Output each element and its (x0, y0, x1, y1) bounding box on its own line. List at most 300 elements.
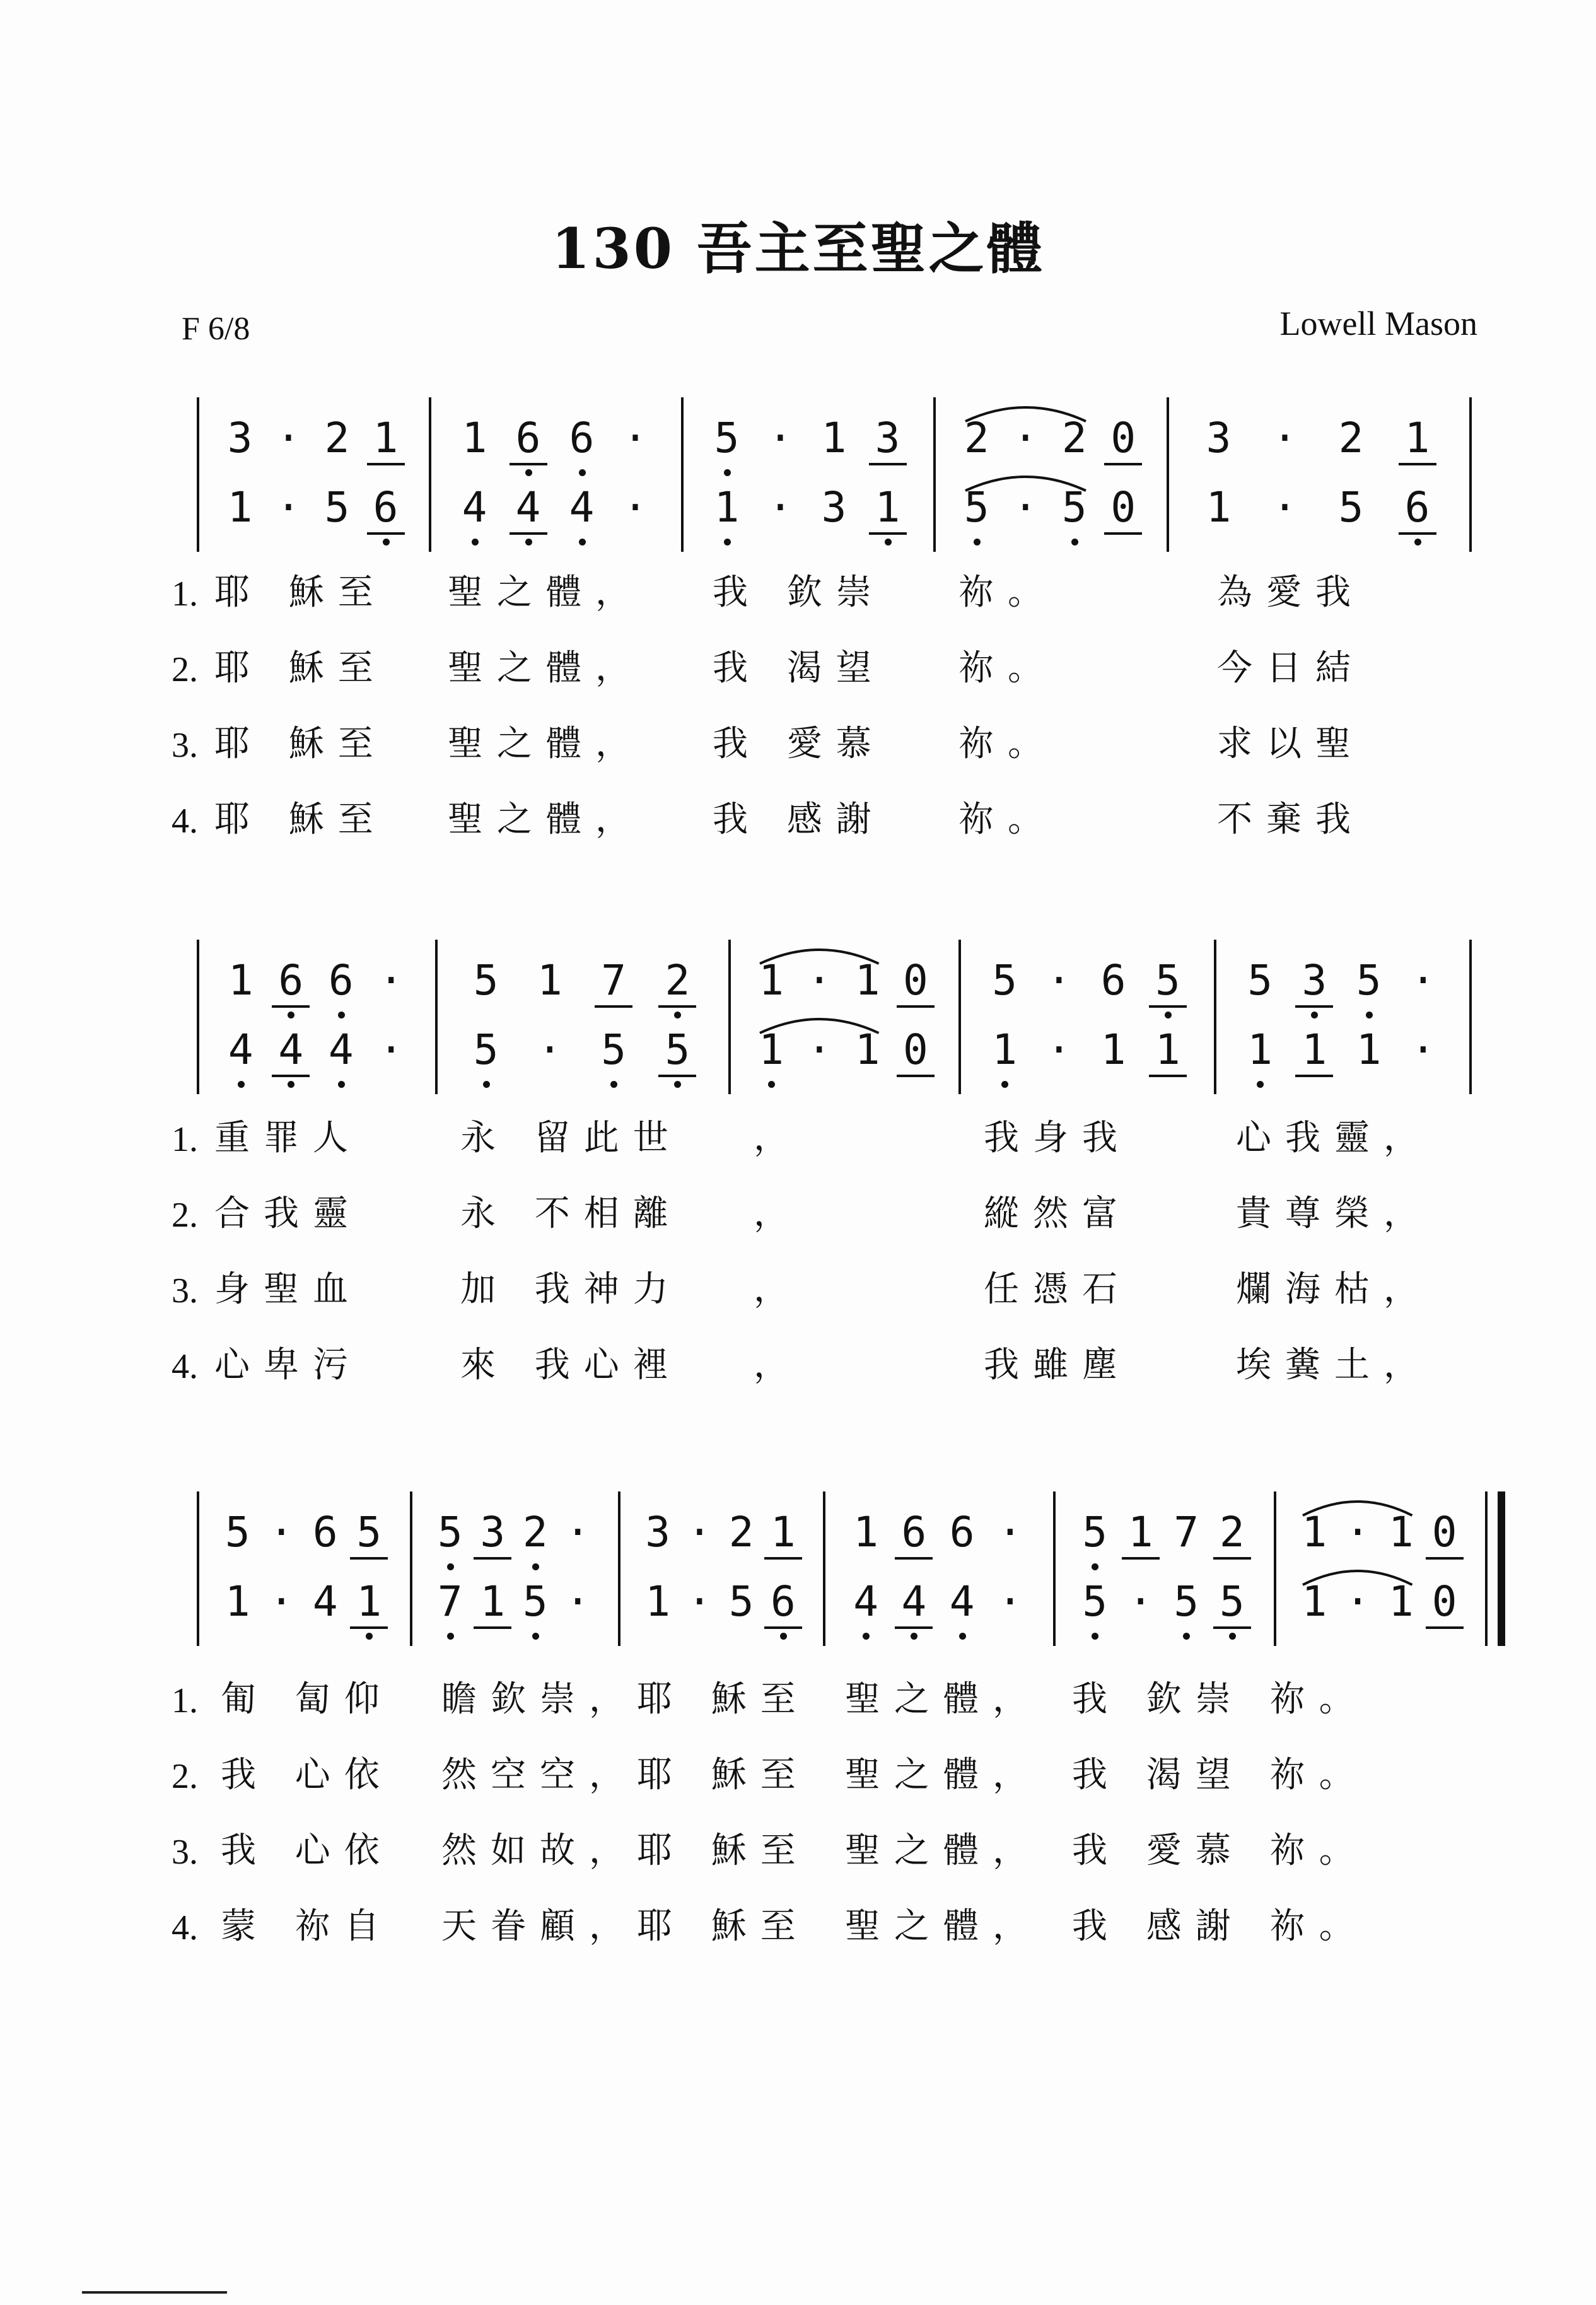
lyric-segment: 祢。 (958, 648, 1057, 689)
lyric-segment: 加 我神力 (460, 1269, 682, 1310)
jianpu-note: 0 (1431, 1577, 1457, 1626)
octave-dot-below (610, 1081, 617, 1088)
jianpu-note: 5 (437, 1508, 463, 1556)
slur-arc (1302, 1493, 1414, 1518)
lyric-segment: 合我靈 (214, 1193, 362, 1234)
lyric-segment: 今日結 (1217, 648, 1365, 689)
lyric-segment: 我 心依 (221, 1830, 393, 1871)
jianpu-note: 0 (1110, 414, 1136, 462)
lyric-segment: 然空空， (441, 1754, 638, 1795)
jianpu-note: 6 (901, 1508, 927, 1556)
jianpu-note: 1 (1389, 1508, 1414, 1556)
barline (681, 397, 684, 552)
jianpu-note: 0 (1431, 1508, 1457, 1556)
jianpu-note: 2 (728, 1508, 754, 1556)
octave-dot-below (674, 1081, 681, 1088)
octave-dot-below (447, 1633, 454, 1640)
jianpu-note: 5 (964, 483, 989, 532)
jianpu-note: · (565, 1577, 591, 1626)
stanza-number: 4. (172, 1908, 198, 1947)
slur-arc (964, 399, 1087, 424)
jianpu-note: 1 (645, 1577, 670, 1626)
barline (1469, 397, 1472, 552)
jianpu-note: 5 (1082, 1577, 1108, 1626)
slur-arc (759, 941, 880, 966)
lyric-segment: 祢。 (958, 723, 1057, 764)
jianpu-note: 0 (903, 956, 928, 1005)
barline (728, 940, 731, 1094)
barline (958, 940, 961, 1094)
eighth-underline (1213, 1557, 1251, 1560)
lyric-segment: 聖之體， (845, 1830, 1042, 1871)
lyric-segment: 耶 穌至 (214, 572, 387, 613)
jianpu-note: 0 (903, 1025, 928, 1074)
octave-dot-below (1001, 1081, 1008, 1088)
octave-dot-below (483, 1081, 490, 1088)
jianpu-note: 6 (771, 1577, 796, 1626)
jianpu-note: · (269, 1508, 294, 1556)
lyric-segment: 重罪人 (214, 1117, 362, 1158)
jianpu-note: 5 (356, 1508, 382, 1556)
eighth-underline (658, 1005, 696, 1008)
stanza-number: 2. (172, 650, 198, 689)
octave-dot-below (472, 539, 479, 546)
jianpu-note: 1 (854, 1025, 880, 1074)
eighth-underline (1122, 1557, 1160, 1560)
octave-dot-below (780, 1633, 787, 1640)
lyric-segment: 聖之體， (448, 648, 644, 689)
jianpu-note: 6 (569, 414, 595, 462)
jianpu-note: 5 (1219, 1577, 1245, 1626)
barline (435, 940, 438, 1094)
lyric-segment: 心我靈， (1236, 1117, 1433, 1158)
barline (1167, 397, 1169, 552)
jianpu-note: 1 (821, 414, 847, 462)
lyric-segment: 蒙 祢自 (221, 1906, 393, 1947)
eighth-underline (272, 1005, 310, 1008)
eighth-underline (510, 463, 547, 465)
jianpu-note: 4 (312, 1577, 338, 1626)
jianpu-note: 1 (875, 483, 900, 532)
jianpu-note: 5 (1338, 483, 1364, 532)
lyric-segment: 聖之體， (448, 572, 644, 613)
jianpu-note: · (1411, 1025, 1436, 1074)
jianpu-note: 3 (645, 1508, 670, 1556)
octave-dot-below (383, 539, 390, 546)
jianpu-note: 3 (1302, 956, 1327, 1005)
lyric-segment: 我身我 (984, 1117, 1131, 1158)
eighth-underline (869, 463, 907, 465)
jianpu-note: 1 (462, 414, 487, 462)
jianpu-note: 1 (714, 483, 740, 532)
stanza-number: 3. (172, 1833, 198, 1872)
jianpu-note: · (1046, 956, 1072, 1005)
eighth-underline (1295, 1075, 1333, 1077)
lyric-segment: 聖之體， (845, 1754, 1042, 1795)
score-system-3 (0, 1491, 1596, 1947)
barline (1469, 940, 1472, 1094)
jianpu-note: 6 (312, 1508, 338, 1556)
slur-arc (964, 468, 1087, 493)
jianpu-note: · (687, 1508, 713, 1556)
jianpu-note: 1 (992, 1025, 1017, 1074)
jianpu-note: 1 (224, 1577, 250, 1626)
octave-dot-below (1257, 1081, 1264, 1088)
hymn-title: 130 吾主至聖之體 (551, 216, 1045, 281)
barline (933, 397, 936, 552)
barline (1485, 1491, 1488, 1646)
stanza-number: 1. (172, 1681, 198, 1720)
lyric-segment: 任憑石 (984, 1269, 1131, 1310)
barline (618, 1491, 620, 1646)
jianpu-note: 5 (1356, 956, 1382, 1005)
jianpu-note: 5 (473, 1025, 499, 1074)
eighth-underline (474, 1557, 511, 1560)
octave-dot-below (288, 1012, 294, 1018)
jianpu-note: · (537, 1025, 562, 1074)
octave-dot-below (1229, 1633, 1236, 1640)
jianpu-note: 1 (1389, 1577, 1414, 1626)
jianpu-note: 1 (759, 1025, 784, 1074)
jianpu-note: · (807, 956, 832, 1005)
octave-dot-below (579, 539, 586, 546)
jianpu-note: 1 (1356, 1025, 1382, 1074)
lyric-segment: 耶 穌至 (214, 799, 387, 840)
lyric-segment: 天眷顧， (441, 1906, 638, 1947)
lyric-segment: 祢。 (958, 572, 1057, 613)
barline (429, 397, 431, 552)
lyric-segment: 貴尊榮， (1236, 1193, 1433, 1234)
jianpu-note: 5 (1082, 1508, 1108, 1556)
lyric-segment: 埃糞土， (1236, 1345, 1433, 1386)
eighth-underline (764, 1557, 802, 1560)
octave-dot-below (885, 539, 892, 546)
jianpu-note: 5 (473, 956, 499, 1005)
jianpu-note: · (622, 483, 648, 532)
octave-dot-below (1092, 1633, 1098, 1640)
barline (823, 1491, 825, 1646)
jianpu-note: 6 (1404, 483, 1430, 532)
lyric-segment: 我 欽崇 (713, 572, 885, 613)
jianpu-note: 5 (522, 1577, 548, 1626)
octave-dot-below (532, 1633, 539, 1640)
jianpu-note: 5 (1155, 956, 1180, 1005)
slur-arc (1302, 1562, 1414, 1587)
jianpu-note: 7 (437, 1577, 463, 1626)
jianpu-note: 2 (665, 956, 690, 1005)
stanza-number: 2. (172, 1757, 198, 1796)
stanza-number: 4. (172, 1347, 198, 1386)
jianpu-note: 5 (714, 414, 740, 462)
jianpu-note: 6 (328, 956, 354, 1005)
lyric-segment: 心卑污 (214, 1345, 362, 1386)
jianpu-note: 7 (601, 956, 626, 1005)
lyric-segment: 不棄我 (1217, 799, 1365, 840)
lyric-segment: 我 欽崇 祢。 (1072, 1679, 1368, 1720)
octave-dot-below (1366, 1012, 1373, 1018)
jianpu-note: 4 (949, 1577, 975, 1626)
jianpu-note: 6 (278, 956, 304, 1005)
jianpu-note: 2 (324, 414, 350, 462)
octave-dot-below (1092, 1563, 1098, 1570)
jianpu-note: · (622, 414, 648, 462)
octave-dot-below (974, 539, 981, 546)
eighth-underline (1149, 1075, 1187, 1077)
jianpu-note: 1 (854, 956, 880, 1005)
eighth-underline (1295, 1005, 1333, 1008)
barline (197, 1491, 199, 1646)
eighth-underline (1426, 1557, 1464, 1560)
jianpu-note: 1 (537, 956, 562, 1005)
jianpu-note: 3 (480, 1508, 506, 1556)
lyric-segment: ， (754, 1269, 803, 1310)
eighth-underline (764, 1626, 802, 1629)
lyric-segment: 爛海枯， (1236, 1269, 1433, 1310)
jianpu-note: 5 (324, 483, 350, 532)
jianpu-note: · (378, 1025, 404, 1074)
lyric-segment: 永 留此世 (460, 1117, 682, 1158)
jianpu-note: 3 (875, 414, 900, 462)
jianpu-note: 2 (1219, 1508, 1245, 1556)
jianpu-note: 1 (228, 956, 253, 1005)
lyric-segment: ， (754, 1117, 803, 1158)
eighth-underline (367, 463, 405, 465)
jianpu-note: 4 (228, 1025, 253, 1074)
jianpu-note: 3 (227, 414, 253, 462)
octave-dot-below (768, 1081, 775, 1088)
lyric-segment: 我雖塵 (984, 1345, 1131, 1386)
lyric-segment: 祢。 (958, 799, 1057, 840)
lyric-segment: ， (754, 1345, 803, 1386)
jianpu-note: · (807, 1025, 832, 1074)
stanza-number: 3. (172, 1271, 198, 1310)
eighth-underline (350, 1557, 388, 1560)
eighth-underline (1213, 1626, 1251, 1629)
lyric-segment: 我 感謝 祢。 (1072, 1906, 1368, 1947)
jianpu-note: · (1013, 414, 1039, 462)
lyric-segment: 聖之體， (845, 1679, 1042, 1720)
octave-dot-below (911, 1633, 917, 1640)
lyric-segment: 耶 穌至 (637, 1754, 810, 1795)
octave-dot-below (863, 1633, 870, 1640)
jianpu-note: 2 (964, 414, 989, 462)
eighth-underline (1399, 463, 1436, 465)
barline (1214, 940, 1216, 1094)
jianpu-note: · (1345, 1577, 1370, 1626)
octave-dot-below (525, 539, 532, 546)
lyric-segment: 耶 穌至 (637, 1679, 810, 1720)
jianpu-note: 5 (601, 1025, 626, 1074)
jianpu-note: 1 (1206, 483, 1232, 532)
jianpu-note: · (1272, 483, 1298, 532)
octave-dot-below (724, 469, 731, 476)
key-signature: F 6/8 (182, 311, 250, 347)
lyric-segment: 我 渴望 (713, 648, 885, 689)
jianpu-note: 4 (462, 483, 487, 532)
jianpu-note: · (1127, 1577, 1153, 1626)
eighth-underline (367, 532, 405, 535)
eighth-underline (895, 1557, 933, 1560)
final-barline (1498, 1491, 1505, 1646)
jianpu-note: · (1046, 1025, 1072, 1074)
stanza-number: 1. (172, 1120, 198, 1159)
eighth-underline (1104, 463, 1142, 465)
eighth-underline (1399, 532, 1436, 535)
stanza-number: 2. (172, 1196, 198, 1235)
octave-dot-below (1414, 539, 1421, 546)
barline (1053, 1491, 1056, 1646)
eighth-underline (897, 1075, 935, 1077)
jianpu-note: 4 (515, 483, 541, 532)
jianpu-note: 1 (853, 1508, 878, 1556)
jianpu-note: 4 (853, 1577, 878, 1626)
lyric-segment: 耶 穌至 (637, 1830, 810, 1871)
lyric-segment: 聖之體， (448, 723, 644, 764)
eighth-underline (474, 1626, 511, 1629)
lyric-segment: 耶 穌至 (214, 723, 387, 764)
jianpu-note: 6 (515, 414, 541, 462)
eighth-underline (658, 1075, 696, 1077)
lyric-segment: 瞻欽崇， (441, 1679, 638, 1720)
jianpu-note: 2 (1061, 414, 1087, 462)
composer-name: Lowell Mason (1279, 305, 1477, 342)
lyric-segment: ， (754, 1193, 803, 1234)
barline (1274, 1491, 1276, 1646)
octave-dot-below (525, 469, 532, 476)
octave-dot-below (1165, 1012, 1172, 1018)
jianpu-note: 4 (569, 483, 595, 532)
jianpu-note: 1 (1247, 1025, 1273, 1074)
lyric-segment: 我 渴望 祢。 (1072, 1754, 1368, 1795)
lyric-segment: 我 心依 (221, 1754, 393, 1795)
jianpu-note: · (998, 1508, 1023, 1556)
octave-dot-below (338, 1012, 345, 1018)
jianpu-note: · (767, 483, 793, 532)
jianpu-note: 5 (992, 956, 1017, 1005)
lyric-segment: 我 感謝 (713, 799, 885, 840)
jianpu-note: 1 (1404, 414, 1430, 462)
octave-dot-below (959, 1633, 966, 1640)
lyric-segment: 耶 穌至 (214, 648, 387, 689)
jianpu-note: · (767, 414, 793, 462)
jianpu-note: 6 (1100, 956, 1126, 1005)
jianpu-note: · (998, 1577, 1023, 1626)
eighth-underline (350, 1626, 388, 1629)
lyric-segment: 我 愛慕 (713, 723, 885, 764)
jianpu-note: · (1411, 956, 1436, 1005)
jianpu-note: 1 (373, 414, 399, 462)
eighth-underline (895, 1626, 933, 1629)
jianpu-note: · (565, 1508, 591, 1556)
octave-dot-below (724, 539, 731, 546)
jianpu-note: 1 (1302, 1577, 1327, 1626)
jianpu-note: 5 (1061, 483, 1087, 532)
jianpu-note: 1 (1127, 1508, 1153, 1556)
jianpu-note: 4 (278, 1025, 304, 1074)
jianpu-note: 3 (1206, 414, 1232, 462)
eighth-underline (1104, 532, 1142, 535)
eighth-underline (869, 532, 907, 535)
lyric-segment: 求以聖 (1217, 723, 1365, 764)
jianpu-note: 2 (522, 1508, 548, 1556)
jianpu-note: · (276, 414, 301, 462)
eighth-underline (272, 1075, 310, 1077)
page-edge-mark (82, 2291, 227, 2294)
octave-dot-below (1311, 1012, 1318, 1018)
octave-dot-below (238, 1081, 245, 1088)
jianpu-note: 5 (224, 1508, 250, 1556)
jianpu-note: 5 (728, 1577, 754, 1626)
jianpu-note: 3 (821, 483, 847, 532)
jianpu-note: 0 (1110, 483, 1136, 532)
eighth-underline (1149, 1005, 1187, 1008)
lyric-segment: 永 不相離 (460, 1193, 682, 1234)
lyric-segment: 匍 匐仰 (221, 1679, 393, 1720)
lyric-segment: 然如故， (441, 1830, 638, 1871)
octave-dot-below (1071, 539, 1078, 546)
octave-dot-below (532, 1563, 539, 1570)
octave-dot-below (366, 1633, 373, 1640)
jianpu-note: · (687, 1577, 713, 1626)
slur-arc (759, 1010, 880, 1036)
jianpu-note: 6 (949, 1508, 975, 1556)
jianpu-note: · (269, 1577, 294, 1626)
jianpu-note: 1 (771, 1508, 796, 1556)
score-system-2 (0, 940, 1596, 1386)
barline (197, 397, 199, 552)
eighth-underline (897, 1005, 935, 1008)
stanza-number: 4. (172, 802, 198, 841)
jianpu-note: 1 (1100, 1025, 1126, 1074)
barline (197, 940, 199, 1094)
jianpu-note: · (1345, 1508, 1370, 1556)
jianpu-note: 4 (901, 1577, 927, 1626)
lyric-segment: 縱然富 (984, 1193, 1131, 1234)
jianpu-note: 5 (1174, 1577, 1199, 1626)
jianpu-note: 1 (759, 956, 784, 1005)
jianpu-note: · (1272, 414, 1298, 462)
octave-dot-below (579, 469, 586, 476)
jianpu-note: 5 (665, 1025, 690, 1074)
lyric-segment: 聖之體， (448, 799, 644, 840)
jianpu-note: · (1013, 483, 1039, 532)
stanza-number: 3. (172, 726, 198, 765)
jianpu-note: 6 (373, 483, 399, 532)
jianpu-note: 7 (1174, 1508, 1199, 1556)
lyric-segment: 耶 穌至 (637, 1906, 810, 1947)
jianpu-note: 2 (1338, 414, 1364, 462)
jianpu-note: 1 (227, 483, 253, 532)
jianpu-note: 1 (480, 1577, 506, 1626)
jianpu-note: 1 (1302, 1025, 1327, 1074)
eighth-underline (510, 532, 547, 535)
lyric-segment: 為愛我 (1217, 572, 1365, 613)
jianpu-note: 4 (328, 1025, 354, 1074)
octave-dot-below (447, 1563, 454, 1570)
octave-dot-below (1183, 1633, 1190, 1640)
lyric-segment: 聖之體， (845, 1906, 1042, 1947)
jianpu-note: 1 (356, 1577, 382, 1626)
barline (410, 1491, 412, 1646)
stanza-number: 1. (172, 575, 198, 614)
eighth-underline (595, 1005, 632, 1008)
score-system-1 (0, 397, 1596, 841)
lyric-segment: 我 愛慕 祢。 (1072, 1830, 1368, 1871)
eighth-underline (1426, 1626, 1464, 1629)
jianpu-note: · (276, 483, 301, 532)
jianpu-note: 5 (1247, 956, 1273, 1005)
octave-dot-below (288, 1081, 294, 1088)
